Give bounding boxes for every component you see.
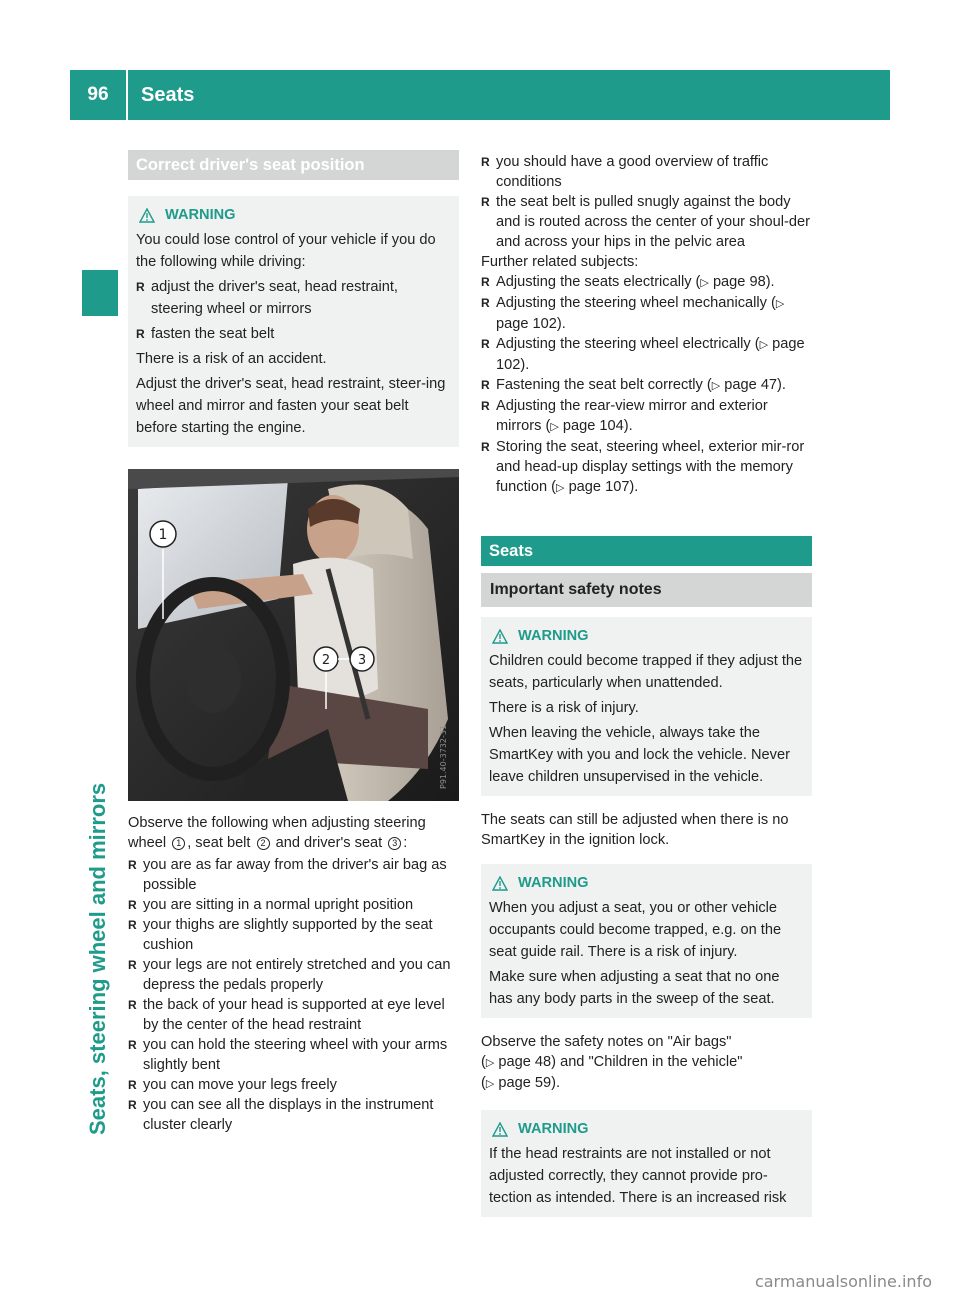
page-ref-arrow-icon: ▷ bbox=[550, 421, 559, 433]
driver-seat-illustration bbox=[128, 469, 459, 801]
warning-text: If the head restraints are not installed or not adjusted correctly, they cannot provide pro-tection as intended. There is an increased risk bbox=[489, 1146, 787, 1206]
driver-seat-photo bbox=[128, 469, 459, 801]
list-item: R you can hold the steering wheel with your arms slightly bent bbox=[128, 1037, 448, 1073]
page-ref-arrow-icon: ▷ bbox=[711, 380, 721, 392]
seat-position-checklist bbox=[128, 855, 459, 1135]
related-link[interactable]: R Adjusting the steering wheel electrically (▷ page 102). bbox=[481, 336, 805, 373]
warning-triangle-icon bbox=[492, 876, 508, 891]
related-link[interactable]: R Adjusting the rear-view mirror and exterior mirrors (▷ page 104). bbox=[481, 398, 768, 434]
callout-3: 3 bbox=[357, 653, 367, 668]
warning-label: WARNING bbox=[518, 875, 589, 891]
watermark: carmanualsonline.info bbox=[754, 1272, 932, 1291]
list-item: R you are sitting in a normal upright position bbox=[128, 897, 414, 913]
list-item: R your legs are not entirely stretched and you can depress the pedals properly bbox=[128, 957, 451, 993]
page-ref-arrow-icon: ▷ bbox=[700, 277, 709, 289]
warning-box-children bbox=[481, 617, 812, 796]
list-item: R you are as far away from the driver's air bag as possible bbox=[128, 857, 447, 893]
warning-label: WARNING bbox=[165, 207, 236, 223]
warning-heading bbox=[489, 872, 804, 894]
section-title-seats: Seats bbox=[481, 536, 812, 566]
list-item: R the seat belt is pulled snugly against the body and is routed across the center of your shoul-der and across your hips in the pelvic area bbox=[481, 194, 810, 250]
related-link[interactable]: R Adjusting the seats electrically (▷ page 98). bbox=[481, 274, 775, 290]
warning-text: Children could become trapped if they adjust the seats, particularly when unattended. bbox=[489, 653, 803, 691]
warning-advice: Adjust the driver's seat, head restraint, steer-ing wheel and mirror and fasten your seat belt before starting the engine. bbox=[136, 376, 446, 436]
list-item: R adjust the driver's seat, head restraint, steering wheel or mirrors bbox=[136, 279, 398, 317]
section-title-correct-seat: Correct driver's seat position bbox=[128, 150, 459, 180]
callout-ref-3: 3 bbox=[388, 837, 401, 850]
warning-heading bbox=[136, 204, 451, 226]
warning-triangle-icon bbox=[492, 629, 508, 644]
left-column bbox=[128, 150, 459, 1135]
header-section-title: Seats bbox=[141, 84, 195, 106]
page-ref-arrow-icon: ▷ bbox=[485, 1078, 495, 1090]
observe-paragraph: Observe the following when adjusting steering wheel 1 , seat belt 2 and driver's seat 3 : bbox=[128, 815, 426, 851]
image-code: P91.40-3732-31 bbox=[439, 724, 448, 789]
body-text-smartkey: The seats can still be adjusted when there is no SmartKey in the ignition lock. bbox=[481, 812, 789, 848]
callout-1: 1 bbox=[158, 527, 168, 543]
warning-box-driving bbox=[128, 196, 459, 447]
further-subjects-label: Further related subjects: bbox=[481, 254, 639, 270]
page-ref-arrow-icon: ▷ bbox=[775, 298, 785, 310]
callout-ref-1: 1 bbox=[172, 837, 185, 850]
warning-text: When you adjust a seat, you or other vehicle occupants could become trapped, e.g. on the seat guide rail. There is a risk of injury. bbox=[489, 900, 782, 960]
page-ref-arrow-icon: ▷ bbox=[485, 1057, 495, 1069]
warning-box-seat-guide bbox=[481, 864, 812, 1018]
warning-triangle-icon bbox=[492, 1122, 508, 1137]
warning-heading bbox=[489, 1118, 804, 1140]
header-divider bbox=[126, 70, 128, 120]
warning-label: WARNING bbox=[518, 628, 589, 644]
warning-list bbox=[136, 276, 451, 345]
list-item: R fasten the seat belt bbox=[136, 326, 275, 342]
callout-2: 2 bbox=[321, 653, 331, 668]
chapter-sidebar bbox=[70, 120, 126, 1270]
related-link[interactable]: R Fastening the seat belt correctly (▷ page 47). bbox=[481, 377, 786, 393]
page-footer bbox=[0, 1270, 960, 1302]
list-item: R your thighs are slightly supported by the seat cushion bbox=[128, 917, 433, 953]
related-link[interactable]: R Storing the seat, steering wheel, exterior mir-ror and head-up display settings with the memory function (▷ page 107). bbox=[481, 439, 805, 495]
page-header bbox=[70, 70, 890, 120]
list-item: R you should have a good overview of traffic conditions bbox=[481, 154, 769, 190]
list-item: R the back of your head is supported at eye level by the center of the head restraint bbox=[128, 997, 445, 1033]
page-ref-arrow-icon: ▷ bbox=[556, 482, 565, 494]
warning-text: When leaving the vehicle, always take the SmartKey with you and lock the vehicle. Never leave children unsupervised in the vehicle. bbox=[489, 725, 790, 785]
warning-intro: You could lose control of your vehicle if you do the following while driving: bbox=[136, 232, 436, 270]
callout-ref-2: 2 bbox=[257, 837, 270, 850]
warning-label: WARNING bbox=[518, 1121, 589, 1137]
chapter-title-vertical: Seats, steering wheel and mirrors bbox=[85, 782, 110, 1135]
related-link[interactable]: R Adjusting the steering wheel mechanically (▷ page 102). bbox=[481, 295, 785, 332]
subsection-title-safety: Important safety notes bbox=[481, 573, 812, 607]
observe-safety-notes: Observe the safety notes on "Air bags" (▷ page 48) and "Children in the vehicle" (▷ page 59). bbox=[481, 1034, 743, 1091]
warning-box-head-restraints bbox=[481, 1110, 812, 1217]
warning-risk: There is a risk of an accident. bbox=[136, 351, 327, 367]
list-item: R you can see all the displays in the instrument cluster clearly bbox=[128, 1097, 434, 1133]
list-item: R you can move your legs freely bbox=[128, 1077, 337, 1093]
warning-heading bbox=[489, 625, 804, 647]
page-ref-arrow-icon: ▷ bbox=[759, 339, 769, 351]
related-subjects-list bbox=[481, 272, 812, 498]
right-column bbox=[481, 152, 812, 1217]
warning-text: There is a risk of injury. bbox=[489, 700, 639, 716]
warning-triangle-icon bbox=[139, 208, 155, 223]
page-number: 96 bbox=[87, 84, 109, 105]
seat-position-checklist-continued bbox=[481, 152, 812, 252]
warning-text: Make sure when adjusting a seat that no one has any body parts in the sweep of the seat. bbox=[489, 969, 780, 1007]
